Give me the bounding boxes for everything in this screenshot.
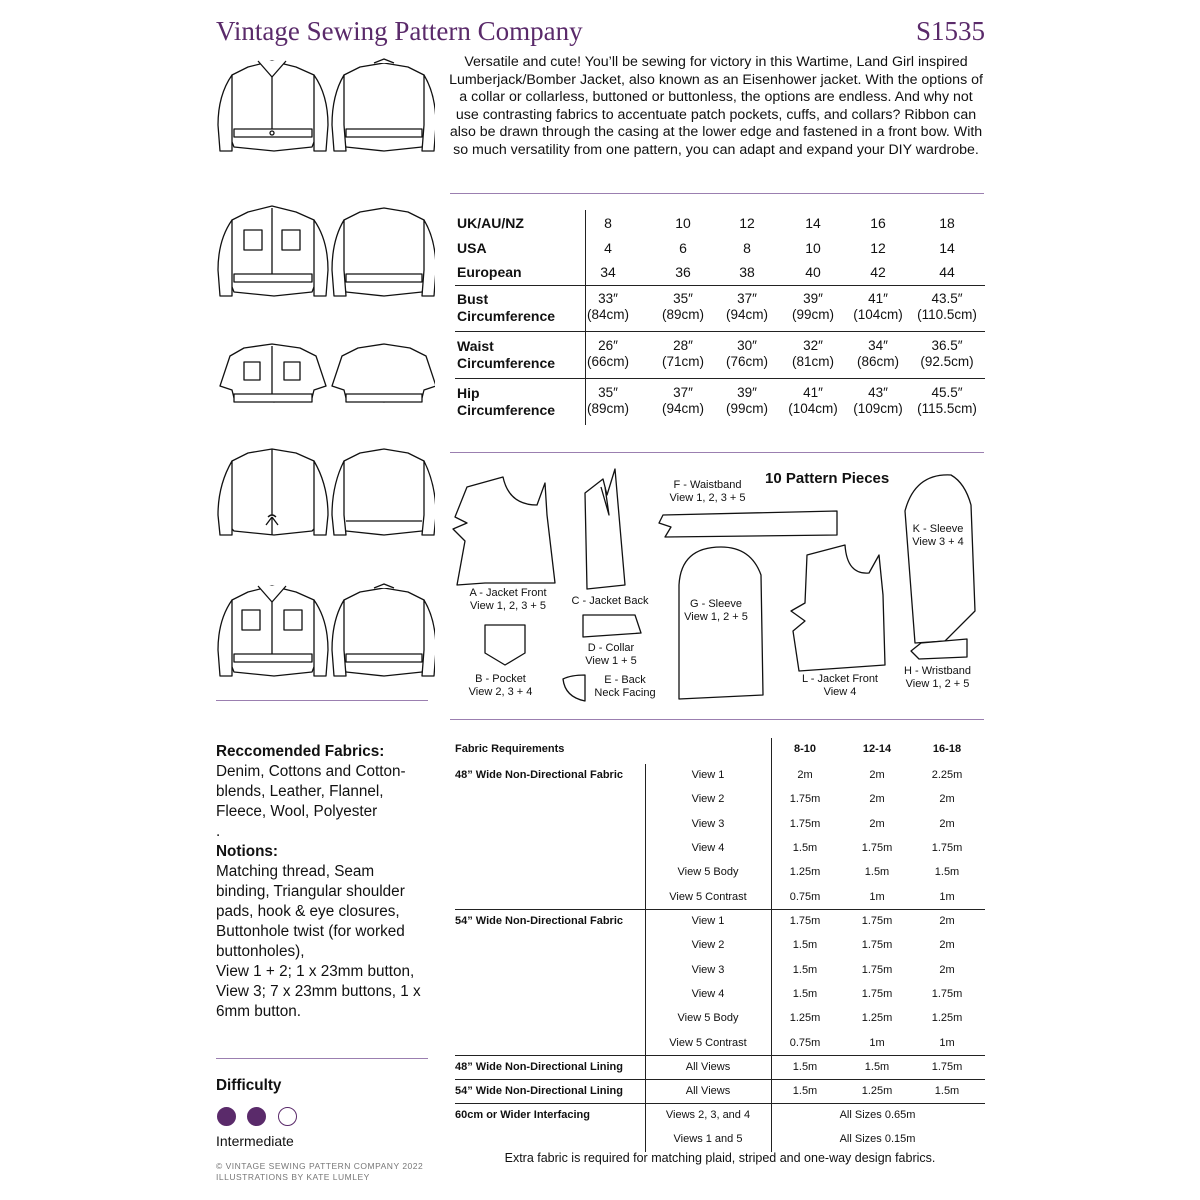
fabric-rows1-r6-c1: 0.75m bbox=[789, 890, 821, 903]
fabric-rows1-r6-c2: 1m bbox=[869, 890, 885, 903]
waist-label-2: Circumference bbox=[457, 355, 556, 371]
fabric-rows2-r5-c0: View 5 Body bbox=[677, 1012, 739, 1025]
piece-l-shape bbox=[791, 545, 885, 671]
difficulty-heading: Difficulty bbox=[216, 1077, 282, 1094]
size-usa-6: 14 bbox=[939, 240, 955, 256]
fabric-r5a-all: All Sizes 0.65m bbox=[839, 1109, 916, 1121]
fabric-r3-c1: 1.5m bbox=[792, 1061, 818, 1073]
hip-3-in: 39″ bbox=[737, 385, 757, 400]
piece-h-name: H - Wristband bbox=[903, 665, 972, 677]
piece-a-name: A - Jacket Front bbox=[469, 587, 547, 599]
piece-k-views: View 3 + 4 bbox=[912, 536, 964, 548]
fabric-rows2-r4-c0: View 4 bbox=[691, 987, 725, 1000]
waist-6-cm: (92.5cm) bbox=[920, 354, 974, 369]
fabric-rows2-r2-c1: 1.5m bbox=[792, 939, 818, 952]
bust-1-in: 33″ bbox=[598, 291, 618, 306]
fabrics-heading: Reccomended Fabrics: bbox=[216, 743, 385, 760]
bust-5 bbox=[843, 291, 913, 323]
piece-c-label bbox=[560, 595, 660, 608]
size-usa-4: 10 bbox=[805, 240, 821, 256]
waist-3 bbox=[712, 338, 782, 370]
fabric-r4-c2: 1.25m bbox=[861, 1085, 893, 1097]
fabric-sec-1: 48” Wide Non-Directional Fabric bbox=[455, 769, 623, 781]
size-uk-5: 16 bbox=[870, 215, 886, 231]
piece-e-name: E - Back bbox=[604, 674, 646, 686]
fabric-rows2-r1-c2: 1.75m bbox=[861, 915, 893, 927]
view-5-back-drawing bbox=[332, 584, 435, 676]
bust-4-in: 39″ bbox=[803, 291, 823, 306]
notions-line-6: View 1 + 2; 1 x 23mm button, bbox=[216, 963, 415, 980]
fabric-rows2-r6-c0: View 5 Contrast bbox=[669, 1036, 747, 1049]
fabric-rows1-r1-c0: View 1 bbox=[691, 769, 725, 781]
fabric-rows1-r6-c0: View 5 Contrast bbox=[669, 890, 747, 903]
fabric-rows1-r1-c1: 2m bbox=[797, 769, 813, 781]
hip-5 bbox=[843, 385, 913, 417]
hip-1-in: 35″ bbox=[598, 385, 618, 400]
fabric-rows1-r1-c3: 2.25m bbox=[931, 769, 963, 781]
fabric-rows1-r5-c0: View 5 Body bbox=[677, 866, 739, 879]
fabric-rows2-r3-c2: 1.75m bbox=[861, 963, 893, 976]
bust-1 bbox=[573, 291, 643, 323]
piece-f-shape bbox=[659, 511, 837, 537]
size-chart-line-1 bbox=[455, 285, 985, 286]
fabric-rows1-r5-c2: 1.5m bbox=[864, 866, 890, 879]
bust-5-in: 41″ bbox=[868, 291, 888, 306]
size-chart-line-2 bbox=[455, 331, 985, 332]
size-uk-3: 12 bbox=[739, 215, 755, 231]
fabric-sec-2: 54” Wide Non-Directional Fabric bbox=[455, 915, 623, 927]
bust-5-cm: (104cm) bbox=[853, 307, 903, 322]
fabric-rows2-r2-c0: View 2 bbox=[691, 939, 725, 952]
bust-6-cm: (110.5cm) bbox=[917, 307, 977, 322]
bust-6-in: 43.5″ bbox=[931, 291, 963, 306]
waist-4-cm: (81cm) bbox=[791, 354, 834, 369]
waist-1-cm: (66cm) bbox=[586, 354, 629, 369]
piece-a-label bbox=[447, 587, 569, 613]
fabric-rows1-r2-c0: View 2 bbox=[691, 793, 725, 806]
fabric-line-1 bbox=[455, 909, 985, 910]
waist-4-in: 32″ bbox=[803, 338, 823, 353]
piece-a-shape bbox=[453, 477, 555, 585]
size-label-eu: European bbox=[457, 264, 522, 280]
fabric-line-4 bbox=[455, 1103, 985, 1104]
fabric-rows1-r4-c1: 1.5m bbox=[792, 841, 818, 854]
fabrics-line-4: . bbox=[216, 823, 221, 840]
fabric-r4-c1: 1.5m bbox=[792, 1085, 818, 1097]
size-eu-3: 38 bbox=[739, 264, 755, 280]
fabric-rows2-r6-c2: 1m bbox=[869, 1036, 885, 1049]
piece-e-desc: Neck Facing bbox=[594, 687, 656, 699]
waist-1-in: 26″ bbox=[598, 338, 618, 353]
view-3-front-drawing bbox=[220, 344, 326, 402]
hip-4-in: 41″ bbox=[803, 385, 823, 400]
hip-6-in: 45.5″ bbox=[931, 385, 963, 400]
fabric-r4-c3: 1.5m bbox=[934, 1085, 960, 1097]
hip-1 bbox=[573, 385, 643, 417]
waist-5-in: 34″ bbox=[868, 338, 888, 353]
fabric-rows1-r3-c1: 1.75m bbox=[789, 817, 821, 830]
fabric-r3-c3: 1.75m bbox=[931, 1061, 963, 1073]
fabric-rows1-r5-c3: 1.5m bbox=[934, 866, 960, 879]
fabric-rows1-r3-c2: 2m bbox=[869, 817, 885, 830]
notions-line-7: View 3; 7 x 23mm buttons, 1 x bbox=[216, 983, 421, 1000]
notions-line-5: buttonholes), bbox=[216, 943, 305, 960]
notions-line-2: binding, Triangular shoulder bbox=[216, 883, 405, 900]
fabrics-line-3: Fleece, Wool, Polyester bbox=[216, 803, 378, 820]
piece-f-views: View 1, 2, 3 + 5 bbox=[669, 492, 746, 504]
fabric-rows1-r6-c3: 1m bbox=[939, 890, 955, 903]
rule-pieces bbox=[450, 719, 984, 720]
fabric-line-3 bbox=[455, 1079, 985, 1080]
size-label-uk: UK/AU/NZ bbox=[457, 215, 524, 231]
piece-c-name: C - Jacket Back bbox=[571, 595, 649, 607]
fabric-col-3: 16-18 bbox=[932, 743, 962, 755]
fabric-rows1-r3-c0: View 3 bbox=[691, 817, 725, 830]
hip-2-cm: (94cm) bbox=[661, 401, 704, 416]
waist-5-cm: (86cm) bbox=[856, 354, 899, 369]
fabric-divider-2 bbox=[771, 738, 772, 1152]
size-uk-2: 10 bbox=[675, 215, 691, 231]
fabric-rows2-r3-c0: View 3 bbox=[691, 963, 725, 976]
fabric-sec-4: 54” Wide Non-Directional Lining bbox=[455, 1085, 623, 1097]
fabric-rows2-r5-c2: 1.25m bbox=[861, 1012, 893, 1025]
piece-b-views: View 2, 3 + 4 bbox=[468, 686, 533, 698]
bust-label bbox=[457, 291, 555, 325]
size-uk-6: 18 bbox=[939, 215, 955, 231]
view-4-back-drawing bbox=[332, 449, 435, 535]
fabric-r5b-all: All Sizes 0.15m bbox=[839, 1133, 916, 1145]
size-usa-2: 6 bbox=[679, 240, 687, 256]
notions-line-4: Buttonhole twist (for worked bbox=[216, 923, 405, 940]
view-2-back-drawing bbox=[332, 208, 435, 296]
fabric-rows2-r4-c3: 1.75m bbox=[931, 987, 963, 1000]
waist-6 bbox=[912, 338, 982, 370]
piece-g-views: View 1, 2 + 5 bbox=[684, 611, 748, 623]
size-eu-1: 34 bbox=[600, 264, 616, 280]
bust-label-2: Circumference bbox=[457, 308, 556, 324]
piece-h-views: View 1, 2 + 5 bbox=[905, 678, 970, 690]
view-5-front-drawing bbox=[218, 586, 328, 676]
bust-3-cm: (94cm) bbox=[725, 307, 768, 322]
hip-5-cm: (109cm) bbox=[853, 401, 903, 416]
copyright bbox=[216, 1161, 423, 1183]
piece-l-label bbox=[790, 673, 890, 699]
bust-2-cm: (89cm) bbox=[661, 307, 704, 322]
piece-b-label bbox=[448, 673, 553, 699]
hip-3-cm: (99cm) bbox=[725, 401, 768, 416]
waist-2-cm: (71cm) bbox=[661, 354, 704, 369]
fabric-footnote: Extra fabric is required for matching plaid, striped and one-way design fabrics. bbox=[504, 1151, 936, 1165]
fabric-rows1-r2-c1: 1.75m bbox=[789, 793, 821, 806]
difficulty-dot-3 bbox=[278, 1107, 297, 1126]
bust-2 bbox=[648, 291, 718, 323]
size-chart-line-3 bbox=[455, 378, 985, 379]
hip-1-cm: (89cm) bbox=[586, 401, 629, 416]
hip-label bbox=[457, 385, 555, 419]
hip-2 bbox=[648, 385, 718, 417]
size-usa-1: 4 bbox=[604, 240, 612, 256]
bust-4-cm: (99cm) bbox=[791, 307, 834, 322]
fabric-rows1-r5-c1: 1.25m bbox=[789, 866, 821, 879]
notions-line-1: Matching thread, Seam bbox=[216, 863, 375, 880]
waist-label bbox=[457, 338, 555, 372]
bust-label-1: Bust bbox=[457, 291, 489, 307]
waist-4 bbox=[778, 338, 848, 370]
copyright-line-2: ILLUSTRATIONS BY KATE LUMLEY bbox=[216, 1172, 370, 1182]
notions-line-8: 6mm button. bbox=[216, 1003, 302, 1020]
waist-3-cm: (76cm) bbox=[725, 354, 768, 369]
fabric-rows2-r2-c2: 1.75m bbox=[861, 939, 893, 952]
piece-g-label bbox=[676, 598, 756, 624]
hip-6 bbox=[912, 385, 982, 417]
fabric-col-2: 12-14 bbox=[862, 743, 892, 755]
difficulty-dot-2 bbox=[247, 1107, 266, 1126]
piece-f-label bbox=[650, 479, 765, 505]
fabrics-line-2: blends, Leather, Flannel, bbox=[216, 783, 384, 800]
fabric-rows1-r3-c3: 2m bbox=[939, 817, 955, 830]
difficulty-dot-1 bbox=[217, 1107, 236, 1126]
bust-3 bbox=[712, 291, 782, 323]
piece-e-label bbox=[580, 674, 670, 700]
view-illustrations bbox=[210, 55, 435, 690]
fabric-r3-view: All Views bbox=[685, 1061, 731, 1073]
fabric-r5b-view: Views 1 and 5 bbox=[673, 1133, 743, 1145]
size-uk-1: 8 bbox=[604, 215, 612, 231]
size-eu-4: 40 bbox=[805, 264, 821, 280]
hip-4-cm: (104cm) bbox=[788, 401, 838, 416]
fabric-rows2-r1-c3: 2m bbox=[939, 915, 955, 927]
fabric-rows1-r4-c3: 1.75m bbox=[931, 841, 963, 854]
fabrics-notions-block bbox=[216, 742, 431, 1022]
fabric-rows2-r1-c1: 1.75m bbox=[789, 915, 821, 927]
piece-k-shape bbox=[905, 475, 975, 643]
bust-3-in: 37″ bbox=[737, 291, 757, 306]
size-eu-2: 36 bbox=[675, 264, 691, 280]
piece-h-label bbox=[895, 665, 980, 691]
hip-label-2: Circumference bbox=[457, 402, 556, 418]
piece-b-shape bbox=[485, 625, 525, 665]
hip-6-cm: (115.5cm) bbox=[917, 401, 977, 416]
rule-left-2 bbox=[216, 1058, 428, 1059]
fabric-rows2-r6-c1: 0.75m bbox=[789, 1036, 821, 1049]
bust-2-in: 35″ bbox=[673, 291, 693, 306]
fabric-rows2-r2-c3: 2m bbox=[939, 939, 955, 952]
bust-1-cm: (84cm) bbox=[586, 307, 629, 322]
piece-f-name: F - Waistband bbox=[673, 479, 742, 491]
notions-line-3: pads, hook & eye closures, bbox=[216, 903, 400, 920]
fabric-rows2-r6-c3: 1m bbox=[939, 1036, 955, 1049]
waist-6-in: 36.5″ bbox=[931, 338, 963, 353]
fabric-line-2 bbox=[455, 1055, 985, 1056]
fabric-rows1-r4-c0: View 4 bbox=[691, 841, 725, 854]
hip-2-in: 37″ bbox=[673, 385, 693, 400]
fabric-sec-3: 48” Wide Non-Directional Lining bbox=[455, 1061, 623, 1073]
fabric-rows2-r5-c3: 1.25m bbox=[931, 1012, 963, 1025]
pattern-code: S1535 bbox=[915, 16, 985, 46]
fabric-rows2-r5-c1: 1.25m bbox=[789, 1012, 821, 1025]
rule-top bbox=[450, 193, 984, 194]
fabric-rows2-r3-c3: 2m bbox=[939, 963, 955, 976]
pattern-pieces-title: 10 Pattern Pieces bbox=[765, 470, 890, 487]
fabrics-line-1: Denim, Cottons and Cotton- bbox=[216, 763, 406, 780]
waist-2 bbox=[648, 338, 718, 370]
view-2-front-drawing bbox=[218, 206, 328, 296]
size-eu-6: 44 bbox=[939, 264, 955, 280]
view-4-front-drawing bbox=[218, 449, 328, 535]
notions-heading: Notions: bbox=[216, 843, 279, 860]
fabric-heading: Fabric Requirements bbox=[455, 743, 565, 755]
waist-3-in: 30″ bbox=[737, 338, 757, 353]
hip-3 bbox=[712, 385, 782, 417]
brand-title: Vintage Sewing Pattern Company bbox=[216, 16, 583, 46]
fabric-rows2-r3-c1: 1.5m bbox=[792, 963, 818, 976]
fabric-rows1-r2-c2: 2m bbox=[869, 793, 885, 806]
view-1-back-drawing bbox=[332, 59, 435, 151]
fabric-rows2-r4-c2: 1.75m bbox=[861, 987, 893, 1000]
waist-1 bbox=[573, 338, 643, 370]
copyright-line-1: © VINTAGE SEWING PATTERN COMPANY 2022 bbox=[216, 1161, 424, 1171]
bust-6 bbox=[912, 291, 982, 323]
piece-d-shape bbox=[583, 615, 641, 637]
piece-d-label bbox=[566, 642, 656, 668]
hip-4 bbox=[778, 385, 848, 417]
piece-k-name: K - Sleeve bbox=[912, 523, 964, 535]
hip-label-1: Hip bbox=[457, 385, 480, 401]
rule-mid bbox=[450, 452, 984, 453]
waist-label-1: Waist bbox=[457, 338, 494, 354]
size-usa-3: 8 bbox=[743, 240, 751, 256]
piece-a-views: View 1, 2, 3 + 5 bbox=[470, 600, 546, 612]
waist-2-in: 28″ bbox=[673, 338, 693, 353]
fabric-divider-1 bbox=[645, 764, 646, 1152]
fabric-rows2-r1-c0: View 1 bbox=[691, 915, 725, 927]
fabric-r4-view: All Views bbox=[685, 1085, 731, 1097]
fabric-col-1: 8-10 bbox=[793, 743, 817, 755]
waist-5 bbox=[843, 338, 913, 370]
piece-d-name: D - Collar bbox=[587, 642, 635, 654]
view-1-front-drawing bbox=[218, 61, 328, 151]
piece-d-views: View 1 + 5 bbox=[585, 655, 637, 667]
description: Versatile and cute! You’ll be sewing for victory in this Wartime, Land Girl inspired Lumberjack/Bomber Jacket, also known as an Eisenhower jacket. With the options of a collar or collarless, buttoned or buttonless, the options are endless. And why not use contrasting fabrics to accentuate patch pockets, cuffs, and collars? Ribbon can also be drawn through the casing at the lower edge and fastened in a front bow. With so much versatility from one pattern, you can adapt and expand your DIY wardrobe. bbox=[449, 54, 983, 158]
piece-g-name: G - Sleeve bbox=[690, 598, 742, 610]
difficulty-text: Intermediate bbox=[216, 1133, 294, 1149]
fabric-r3-c2: 1.5m bbox=[864, 1061, 890, 1073]
piece-l-name: L - Jacket Front bbox=[801, 673, 878, 685]
fabric-rows1-r1-c2: 2m bbox=[869, 769, 885, 781]
fabric-rows1-r2-c3: 2m bbox=[939, 793, 955, 806]
fabric-rows2-r4-c1: 1.5m bbox=[792, 987, 818, 1000]
view-3-back-drawing bbox=[332, 344, 435, 402]
size-usa-5: 12 bbox=[870, 240, 886, 256]
size-label-usa: USA bbox=[457, 240, 487, 256]
bust-4 bbox=[778, 291, 848, 323]
size-eu-5: 42 bbox=[870, 264, 886, 280]
size-uk-4: 14 bbox=[805, 215, 821, 231]
piece-k-label bbox=[903, 523, 973, 549]
rule-left-1 bbox=[216, 700, 428, 701]
piece-b-name: B - Pocket bbox=[475, 673, 526, 685]
piece-l-views: View 4 bbox=[823, 686, 857, 698]
fabric-r5a-view: Views 2, 3, and 4 bbox=[665, 1109, 751, 1121]
fabric-sec-5: 60cm or Wider Interfacing bbox=[455, 1109, 590, 1121]
hip-5-in: 43″ bbox=[868, 385, 888, 400]
fabric-rows1-r4-c2: 1.75m bbox=[861, 841, 893, 854]
